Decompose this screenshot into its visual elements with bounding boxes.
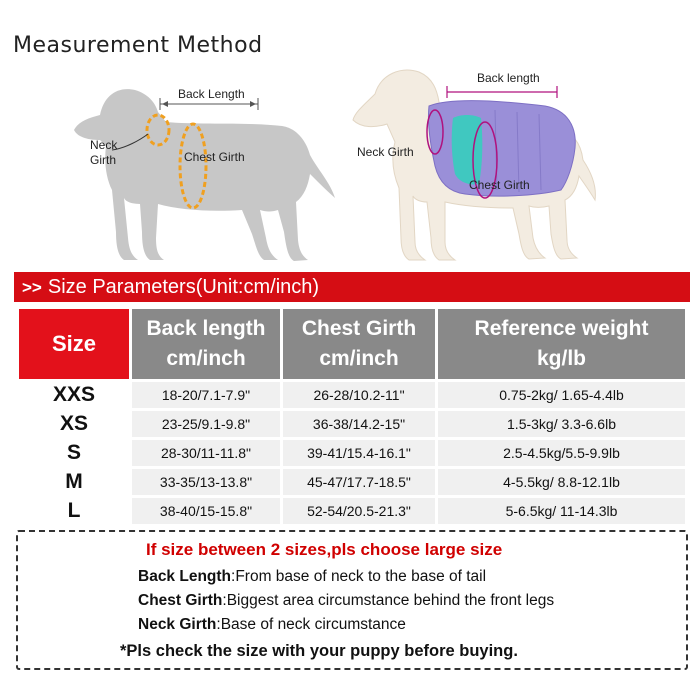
notes-box <box>16 530 688 670</box>
back-length-label: Back Length <box>178 87 245 101</box>
page-title: Measurement Method <box>13 33 263 58</box>
dog-silhouette-diagram <box>60 70 335 270</box>
size-cell: L <box>19 498 129 524</box>
size-table <box>16 306 688 527</box>
weight-cell: 0.75-2kg/ 1.65-4.4lb <box>438 382 685 408</box>
weight-cell: 5-6.5kg/ 11-14.3lb <box>438 498 685 524</box>
chest-girth-note <box>138 592 554 610</box>
chest-girth-label: Chest Girth <box>184 150 245 164</box>
size-cell: XS <box>19 411 129 437</box>
table-row <box>19 440 685 466</box>
size-header: Size <box>19 309 129 379</box>
neck-girth-label-right: Neck Girth <box>357 145 414 159</box>
dog-wearing-vest-photo <box>345 62 605 267</box>
size-parameters-title: Size Parameters(Unit:cm/inch) <box>47 276 320 298</box>
reference-weight-header: Reference weight kg/lb <box>438 309 685 379</box>
back-length-header: Back length cm/inch <box>132 309 280 379</box>
back-length-cell: 33-35/13-13.8" <box>132 469 280 495</box>
neck-girth-label-line2: Girth <box>90 153 117 167</box>
size-cell: S <box>19 440 129 466</box>
table-row <box>19 382 685 408</box>
chest-girth-note-text: :Biggest area circumstance behind the front legs <box>222 592 555 609</box>
size-check-note: *Pls check the size with your puppy before buying. <box>120 642 518 660</box>
chest-girth-header: Chest Girth cm/inch <box>283 309 435 379</box>
back-length-cell: 23-25/9.1-9.8" <box>132 411 280 437</box>
back-length-cell: 18-20/7.1-7.9" <box>132 382 280 408</box>
chest-girth-label-right: Chest Girth <box>469 178 530 192</box>
back-length-label-right: Back length <box>477 71 540 85</box>
chest-girth-cell: 26-28/10.2-11" <box>283 382 435 408</box>
size-warning: If size between 2 sizes,pls choose large size <box>146 540 503 559</box>
back-length-marker <box>160 87 258 110</box>
table-row <box>19 469 685 495</box>
chest-girth-cell: 36-38/14.2-15" <box>283 411 435 437</box>
back-length-guide <box>447 71 557 98</box>
neck-girth-note <box>138 616 406 634</box>
neck-girth-label-line1: Neck <box>90 138 118 152</box>
weight-cell: 4-5.5kg/ 8.8-12.1lb <box>438 469 685 495</box>
chest-girth-cell: 39-41/15.4-16.1" <box>283 440 435 466</box>
back-length-cell: 28-30/11-11.8" <box>132 440 280 466</box>
chest-girth-cell: 45-47/17.7-18.5" <box>283 469 435 495</box>
table-header-row <box>19 309 685 379</box>
back-length-cell: 38-40/15-15.8" <box>132 498 280 524</box>
double-chevron-icon: >> <box>22 278 42 297</box>
chest-girth-note-label: Chest Girth <box>138 592 223 609</box>
table-row <box>19 411 685 437</box>
weight-cell: 2.5-4.5kg/5.5-9.9lb <box>438 440 685 466</box>
size-parameters-bar <box>14 272 690 302</box>
size-cell: XXS <box>19 382 129 408</box>
back-length-note-label: Back Length <box>138 568 232 585</box>
size-cell: M <box>19 469 129 495</box>
neck-girth-note-text: :Base of neck circumstance <box>216 616 406 633</box>
weight-cell: 1.5-3kg/ 3.3-6.6lb <box>438 411 685 437</box>
chest-girth-cell: 52-54/20.5-21.3" <box>283 498 435 524</box>
neck-girth-note-label: Neck Girth <box>138 616 217 633</box>
back-length-note-text: :From base of neck to the base of tail <box>231 568 487 585</box>
table-row <box>19 498 685 524</box>
back-length-note <box>138 568 486 586</box>
